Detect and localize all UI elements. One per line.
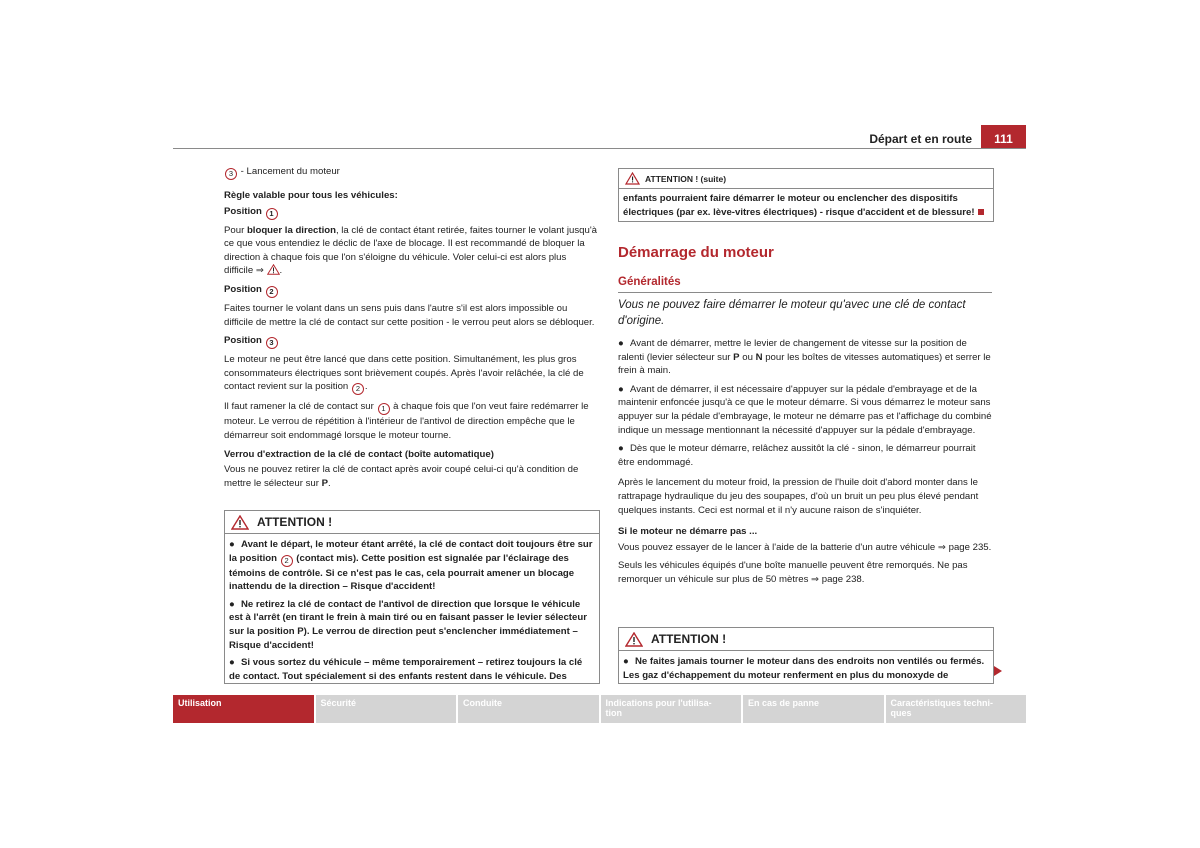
verrou-text (224, 463, 598, 490)
attention-bullet (623, 655, 989, 682)
text: Le moteur ne peut être lancé que dans cette position. Simultanément, les plus gros consommateurs électriques sont brièvement coupés. Après l'avoir relâchée, la clé de contact revient sur la position (224, 354, 584, 393)
attention-body (619, 189, 993, 221)
attention-box-left (224, 510, 600, 684)
attention-title: ATTENTION ! (suite) (645, 173, 727, 184)
text: à chaque fois que l'on veut faire redémarrer le moteur. Le verrou de répétition à l'intérieur de l'antivol de direction empêche que le démarreur soit endommagé lorsque le moteur tourne. (224, 401, 589, 441)
number-circle: 2 (352, 383, 364, 395)
no-start-text: Vous pouvez essayer de le lancer à l'aide de la batterie d'un autre véhicule ⇒ page 235. (618, 541, 992, 553)
bullet-dot: ● (229, 598, 235, 610)
bullet-item (618, 383, 992, 437)
number-circle: 3 (266, 337, 278, 349)
position-label: Position (224, 283, 262, 295)
position-1-text: Pour bloquer la direction, la clé de contact étant retirée, faites tourner le volant jusqu'à ce que vous entendiez le déclic de l'axe de blocage. Il est recommandé de bloquer la direction à chaque fois que l'on s'éloigne du véhicule. Voler celui-ci est alors plus difficile ⇒ . (224, 224, 597, 277)
text: enfants pourraient faire démarrer le moteur ou enclencher des dispositifs électriques (par ex. lève-vitres électriques) - risque d'accident et de blessure! (623, 193, 975, 218)
subsection-rule (618, 292, 992, 293)
emphasis: bloquer la direction (246, 224, 336, 236)
text: (contact mis). Cette position est signalée par l'éclairage des témoins de contrôle. Si ce n'est pas le cas, cela pourrait amener un blocage inattendu de la direction – Risque d'accident! (229, 552, 575, 593)
text: Vous ne pouvez retirer la clé de contact après avoir coupé celui-ci qu'à condition de mettre le sélecteur sur (224, 464, 579, 489)
text: , la clé de contact étant retirée, faites tourner le volant jusqu'à ce que vous entendiez le déclic de l'axe de blocage. Il est recommandé de bloquer la direction à chaque fois que l'on s'éloigne du véhicule. Voler celui-ci est alors plus difficile ⇒ (224, 224, 597, 277)
number-circle: 2 (281, 555, 293, 567)
subsection-title: Généralités (618, 276, 681, 288)
intro-text: Vous ne pouvez faire démarrer le moteur qu'avec une clé de contact d'origine. (618, 299, 966, 327)
left-column (224, 165, 598, 495)
text: Avant de démarrer, mettre le levier de changement de vitesse sur la position de ralenti (levier sélecteur sur (618, 338, 967, 363)
position-3-heading (224, 334, 598, 349)
warning-triangle-icon (625, 632, 643, 647)
warning-triangle-icon (625, 172, 640, 185)
text: . (364, 381, 368, 393)
position-label: Position (224, 205, 262, 217)
attention-header (619, 628, 993, 651)
attention-box-right (618, 627, 994, 684)
tab-caracteristiques[interactable]: Caractéristiques techni- ques (886, 695, 1027, 723)
text: Avant le départ, le moteur étant arrêté, la clé de contact doit toujours être sur la position (229, 539, 593, 564)
emphasis: P (733, 351, 740, 363)
item-3-line (224, 165, 598, 180)
attention-header (619, 169, 993, 189)
right-column (618, 337, 992, 592)
text: Il faut ramener la clé de contact sur (224, 401, 377, 413)
text: ou (739, 351, 756, 363)
text: pour les boîtes de vitesses automatiques) et serrer le frein à main. (618, 351, 991, 377)
number-circle: 1 (378, 403, 390, 415)
attention-header (225, 511, 599, 534)
end-square-icon (978, 209, 984, 215)
next-page-arrow-icon (994, 666, 1002, 676)
towing-text: Seuls les véhicules équipés d'une boîte manuelle peuvent être remorqués. Ne pas remorquer un véhicule sur plus de 50 mètres ⇒ page 238. (618, 560, 968, 585)
tab-securite[interactable]: Sécurité (316, 695, 457, 723)
bullet-item (618, 442, 992, 469)
footer-nav (173, 695, 1026, 723)
attention-title: ATTENTION ! (651, 632, 727, 646)
position-2-text: Faites tourner le volant dans un sens puis dans l'autre s'il est alors impossible ou difficile de mettre la clé de contact sur cette position - le verrou peut alors se débloquer. (224, 302, 595, 328)
warning-triangle-icon (267, 264, 280, 275)
text: Pour (224, 224, 247, 236)
position-1-heading (224, 205, 598, 220)
attention-body (619, 651, 993, 684)
bullet-dot: ● (229, 657, 235, 669)
text: Si vous sortez du véhicule – même temporairement – retirez toujours la clé de contact. Tout spécialement si des enfants restent dans le véhicule. Des (229, 657, 583, 682)
chapter-title: Départ et en route (869, 132, 972, 146)
tab-utilisation[interactable]: Utilisation (173, 695, 314, 723)
tab-conduite[interactable]: Conduite (458, 695, 599, 723)
position-2-heading (224, 283, 598, 298)
item-3-text: - Lancement du moteur (238, 166, 340, 177)
emphasis: N (755, 351, 763, 363)
bullet-dot: ● (623, 656, 629, 667)
no-start-heading: Si le moteur ne démarre pas ... (618, 526, 758, 538)
bullet-dot: ● (229, 539, 235, 550)
attention-body (225, 534, 599, 684)
position-label: Position (224, 335, 262, 347)
number-circle: 2 (266, 286, 278, 298)
verrou-heading: Verrou d'extraction de la clé de contact (boîte automatique) (224, 448, 494, 460)
bullet-item (618, 337, 992, 378)
text: Dès que le moteur démarre, relâchez aussitôt la clé - sinon, le démarreur pourrait être endommagé. (618, 443, 976, 468)
bullet-dot: ● (618, 338, 624, 349)
number-circle: 1 (266, 208, 278, 220)
emphasis: P (321, 477, 328, 489)
attention-bullet (229, 598, 595, 652)
attention-box-continued (618, 168, 994, 222)
attention-title: ATTENTION ! (257, 515, 333, 529)
text: Avant de démarrer, il est nécessaire d'appuyer sur la pédale d'embrayage et de la maintenir enfoncée jusqu'à ce que le moteur démarre. Si vous démarrez le moteur sans appuyer sur la pédale d'embrayage, le moteur ne démarre pas et l'affichage du combiné indique un message mentionnant la nécessité d'appuyer sur la pédale d'embrayage. (618, 383, 992, 436)
page-number: 111 (981, 125, 1026, 149)
tab-indications[interactable]: Indications pour l'utilisa- tion (601, 695, 742, 723)
warning-triangle-icon (231, 515, 249, 530)
position-3-text (224, 353, 598, 395)
paragraph: Après le lancement du moteur froid, la pression de l'huile doit d'abord monter dans le rattrapage hydraulique du jeu des soupapes, d'où un bruit un peu plus élevé pendant quelques instants. Ceci est normal et il n'y aucune raison de s'inquiéter. (618, 477, 979, 516)
bullet-dot: ● (618, 443, 624, 455)
number-circle: 3 (225, 168, 237, 180)
rule-heading: Règle valable pour tous les véhicules: (224, 190, 398, 201)
header-divider (173, 148, 1026, 149)
tab-panne[interactable]: En cas de panne (743, 695, 884, 723)
text: Ne faites jamais tourner le moteur dans des endroits non ventilés ou fermés. Les gaz d'échappement du moteur renferment en plus du monoxyde de (623, 656, 985, 681)
section-title: Démarrage du moteur (618, 244, 774, 261)
ramener-text (224, 400, 598, 442)
attention-bullet (229, 656, 595, 683)
attention-bullet (229, 538, 595, 594)
bullet-dot: ● (618, 383, 624, 395)
text: Ne retirez la clé de contact de l'antivol de direction que lorsque le véhicule est à l'arrêt (en tirant le frein à main tiré ou en faisant passer le levier sélecteur sur la position P). Le verrou de direction peut s'enclencher immédiatement – Risque d'accident! (229, 598, 587, 651)
text: . (327, 477, 331, 489)
